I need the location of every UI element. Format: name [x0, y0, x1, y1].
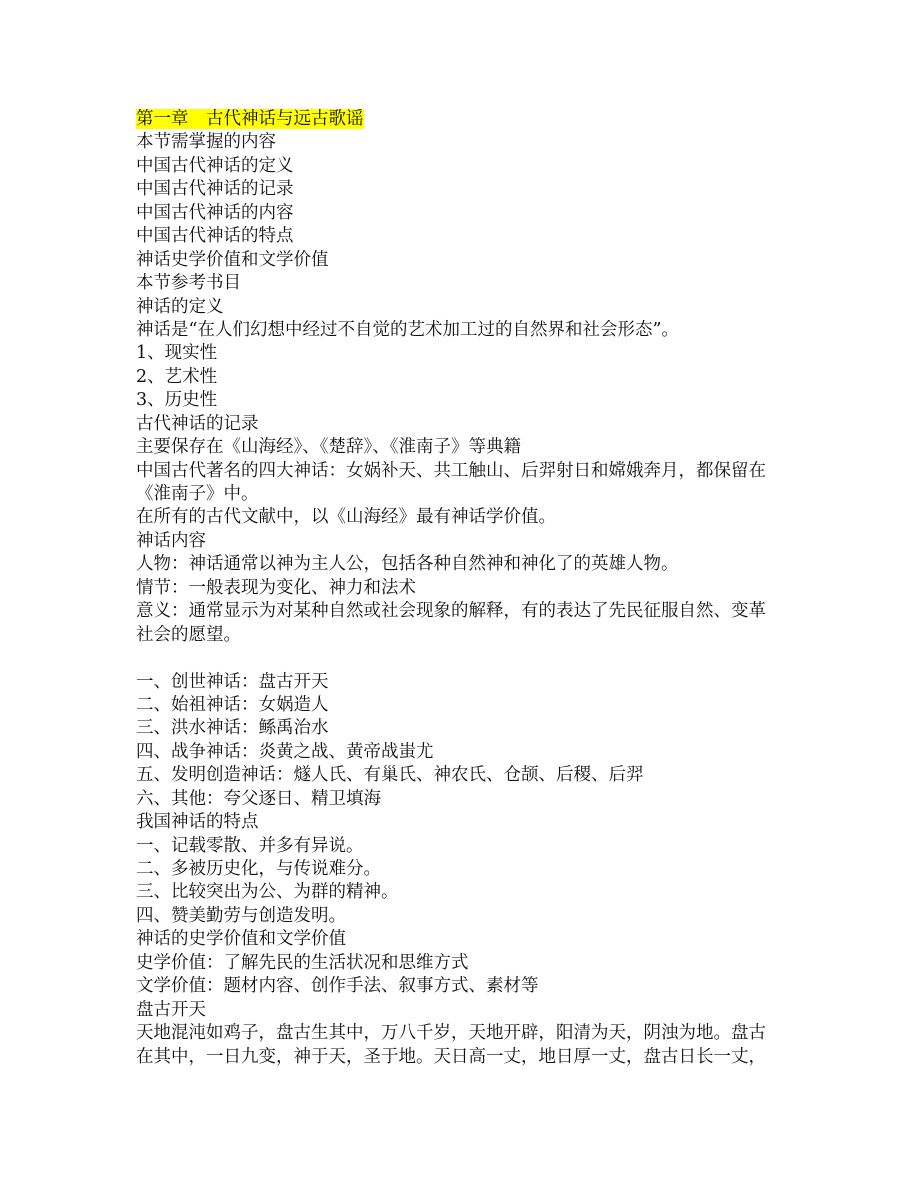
text-line: 我国神话的特点 — [136, 812, 259, 833]
text-line: 天地混沌如鸡子，盘古生其中，万八千岁，天地开辟，阳清为天，阴浊为地。盘古 — [136, 1023, 766, 1044]
text-line: 1、现实性 — [136, 343, 218, 364]
text-line: 神话的定义 — [136, 296, 224, 317]
text-line: 二、始祖神话：女娲造人 — [136, 694, 329, 715]
text-line: 在其中，一日九变，神于天，圣于地。天日高一丈，地日厚一丈，盘古日长一丈， — [136, 1046, 766, 1067]
text-line: 二、多被历史化，与传说难分。 — [136, 859, 381, 879]
text-line: 情节：一般表现为变化、神力和法术 — [136, 577, 416, 598]
blank-line — [136, 647, 796, 670]
text-line: 四、战争神话：炎黄之战、黄帝战蚩尤 — [136, 741, 434, 762]
text-line: 一、创世神话：盘古开天 — [136, 671, 329, 692]
text-line: 中国古代著名的四大神话：女娲补天、共工触山、后羿射日和嫦娥奔月，都保留在 — [136, 460, 766, 481]
text-line: 意义：通常显示为对某种自然或社会现象的解释，有的表达了先民征服自然、变革 — [136, 601, 766, 622]
text-line: 主要保存在《山海经》、《楚辞》、《淮南子》等典籍 — [136, 437, 521, 458]
text-line: 三、洪水神话：鲧禹治水 — [136, 718, 329, 739]
text-line: 中国古代神话的特点 — [136, 226, 294, 247]
text-line: 社会的愿望。 — [136, 624, 241, 645]
text-line: 中国古代神话的内容 — [136, 202, 294, 223]
chapter-title-text: 第一章 古代神话与远古歌谣 — [136, 109, 364, 129]
text-line: 古代神话的记录 — [136, 413, 259, 434]
text-line: 史学价值：了解先民的生活状况和思维方式 — [136, 952, 469, 973]
text-line: 人物：神话通常以神为主人公，包括各种自然神和神化了的英雄人物。 — [136, 554, 679, 575]
text-line: 盘古开天 — [136, 999, 206, 1020]
chapter-title — [136, 108, 796, 131]
text-line: 五、发明创造神话：燧人氏、有巢氏、神农氏、仓颉、后稷、后羿 — [136, 765, 644, 786]
text-line: 在所有的古代文献中，以《山海经》最有神话学价值。 — [136, 507, 556, 528]
text-line: 一、记载零散、并多有异说。 — [136, 835, 364, 856]
text-line: 本节参考书目 — [136, 273, 241, 294]
text-line: 神话内容 — [136, 530, 206, 551]
text-line: 三、比较突出为公、为群的精神。 — [136, 882, 399, 903]
section-block-1 — [136, 131, 796, 647]
document-page — [136, 108, 796, 1069]
text-line: 四、赞美勤劳与创造发明。 — [136, 905, 346, 926]
text-line: 中国古代神话的记录 — [136, 179, 294, 200]
text-line: 六、其他：夸父逐日、精卫填海 — [136, 788, 381, 809]
text-line: 3、历史性 — [136, 390, 218, 411]
text-line: 本节需掌握的内容 — [136, 132, 276, 153]
text-line: 神话史学价值和文学价值 — [136, 249, 329, 270]
section-block-2 — [136, 671, 796, 1069]
text-line: 神话是“在人们幻想中经过不自觉的艺术加工过的自然界和社会形态”。 — [136, 319, 679, 340]
text-line: 文学价值：题材内容、创作手法、叙事方式、素材等 — [136, 976, 539, 997]
text-line: 中国古代神话的定义 — [136, 155, 294, 176]
text-line: 神话的史学价值和文学价值 — [136, 929, 346, 950]
text-line: 2、艺术性 — [136, 366, 218, 387]
text-line: 《淮南子》中。 — [136, 484, 259, 504]
